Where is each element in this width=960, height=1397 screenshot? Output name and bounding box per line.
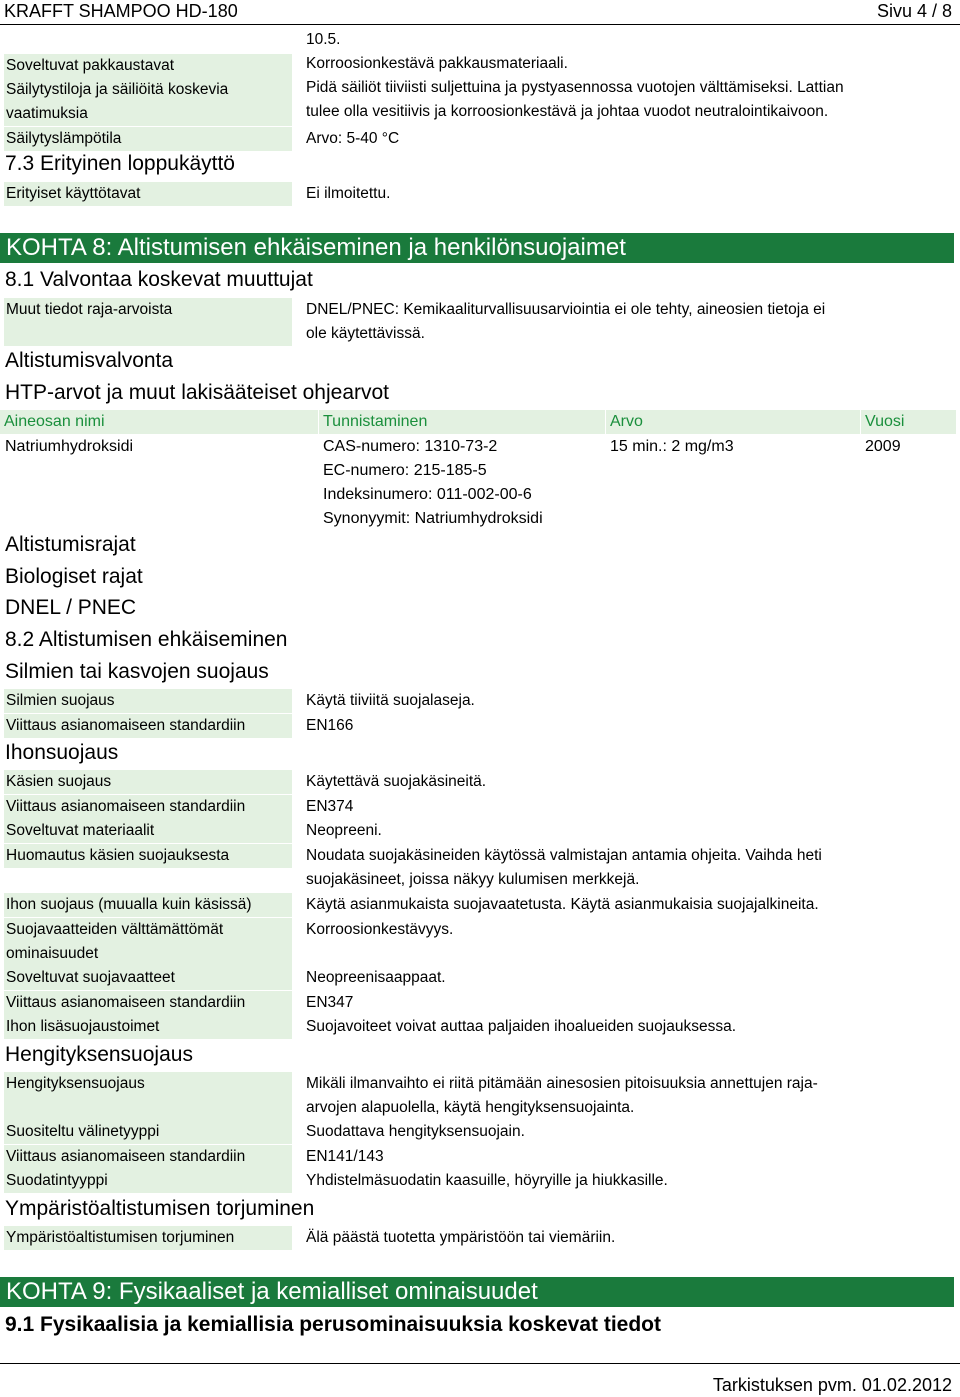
- field-value: Yhdistelmäsuodatin kaasuille, höyryille ja hiukkasille.: [306, 1172, 668, 1189]
- revision-date: Tarkistuksen pvm. 01.02.2012: [712, 1375, 952, 1395]
- field-label: Hengityksensuojaus: [4, 1072, 292, 1120]
- field-label: Soveltuvat pakkaustavat: [4, 54, 292, 78]
- field-label: Viittaus asianomaiseen standardiin: [4, 1145, 292, 1169]
- field-label: Käsien suojaus: [4, 770, 292, 794]
- field-label: Viittaus asianomaiseen standardiin: [4, 714, 292, 738]
- field-value: Suodattava hengityksensuojain.: [306, 1123, 525, 1140]
- field-label: Suositeltu välinetyyppi: [4, 1120, 292, 1144]
- field-value: EN141/143: [306, 1148, 384, 1165]
- field-label: Viittaus asianomaiseen standardiin: [4, 795, 292, 819]
- field-value: Suojavoiteet voivat auttaa paljaiden ihoalueiden suojauksessa.: [306, 1018, 736, 1035]
- field-value: Älä päästä tuotetta ympäristöön tai viemäriin.: [306, 1229, 616, 1246]
- subheading: Biologiset rajat: [5, 565, 143, 588]
- subheading: Hengityksensuojaus: [5, 1043, 193, 1066]
- table-header: Aineosan nimi: [0, 410, 318, 434]
- table-cell: Natriumhydroksidi: [5, 438, 134, 455]
- field-label: Ihon lisäsuojaustoimet: [4, 1015, 292, 1039]
- document-title: KRAFFT SHAMPOO HD-180: [4, 1, 238, 21]
- table-header: Arvo: [606, 410, 860, 434]
- field-label: Säilytyslämpötila: [4, 127, 292, 151]
- subheading: Altistumisvalvonta: [5, 349, 174, 372]
- field-value: Ei ilmoitettu.: [306, 185, 391, 202]
- limits-table: [0, 410, 956, 527]
- section-heading: 9.1 Fysikaalisia ja kemiallisia perusominaisuuksia koskevat tiedot: [5, 1313, 661, 1336]
- field-value: Korroosionkestävyys.: [306, 921, 454, 938]
- section-bar: KOHTA 8: Altistumisen ehkäiseminen ja henkilönsuojaimet: [0, 233, 954, 263]
- field-value: Käytä tiiviitä suojalaseja.: [306, 692, 475, 709]
- field-label: Ihon suojaus (muualla kuin käsissä): [4, 893, 292, 917]
- field-label: Soveltuvat suojavaatteet: [4, 966, 292, 990]
- table-cell: 15 min.: 2 mg/m3: [610, 438, 734, 455]
- field-value: DNEL/PNEC: Kemikaaliturvallisuusarviointia ei ole tehty, aineosien tietoja ei ole käytettävissä.: [306, 301, 826, 342]
- subheading: HTP-arvot ja muut lakisääteiset ohjearvot: [5, 381, 389, 404]
- field-label: Suodatintyyppi: [4, 1169, 292, 1193]
- footer-divider: [0, 1363, 960, 1364]
- subheading: Ympäristöaltistumisen torjuminen: [5, 1197, 315, 1220]
- field-value: Neopreenisaappaat.: [306, 969, 446, 986]
- field-label: Ympäristöaltistumisen torjuminen: [4, 1226, 292, 1250]
- field-value: Korroosionkestävä pakkausmateriaali.: [306, 55, 568, 72]
- subheading: Ihonsuojaus: [5, 741, 119, 764]
- field-value: Pidä säiliöt tiiviisti suljettuina ja pystyasennossa vuotojen välttämiseksi. Lattian tulee olla vesitiivis ja korroosionkestävä ja johtaa vuodot neutralointikaivoon.: [306, 79, 844, 120]
- field-label: Soveltuvat materiaalit: [4, 819, 292, 843]
- page-number: Sivu 4 / 8: [876, 1, 952, 21]
- field-label: Muut tiedot raja-arvoista: [4, 298, 292, 346]
- subheading: DNEL / PNEC: [5, 596, 137, 619]
- subheading: Silmien tai kasvojen suojaus: [5, 660, 269, 683]
- field-value: EN166: [306, 717, 354, 734]
- table-header: Tunnistaminen: [319, 410, 605, 434]
- table-cell: 2009: [865, 438, 901, 455]
- subheading: Altistumisrajat: [5, 533, 136, 556]
- field-value: Käytettävä suojakäsineitä.: [306, 773, 487, 790]
- field-label: Erityiset käyttötavat: [4, 182, 292, 206]
- field-value: Käytä asianmukaista suojavaatetusta. Käytä asianmukaisia suojajalkineita.: [306, 896, 819, 913]
- field-value: Noudata suojakäsineiden käytössä valmistajan antamia ohjeita. Vaihda heti suojakäsineet, joissa näkyy kulumisen merkkejä.: [306, 847, 822, 888]
- table-header: Vuosi: [861, 410, 956, 434]
- section-bar: KOHTA 9: Fysikaaliset ja kemialliset ominaisuudet: [0, 1277, 954, 1307]
- field-value: EN374: [306, 798, 354, 815]
- subsection-number: 10.5.: [306, 31, 341, 48]
- field-value: Arvo: 5-40 °C: [306, 130, 400, 147]
- field-value: EN347: [306, 994, 354, 1011]
- field-label: Säilytystiloja ja säiliöitä koskevia vaatimuksia: [4, 78, 292, 126]
- section-heading: 8.1 Valvontaa koskevat muuttujat: [5, 268, 313, 291]
- field-label: Viittaus asianomaiseen standardiin: [4, 991, 292, 1015]
- field-value: Neopreeni.: [306, 822, 382, 839]
- page-header: [0, 0, 960, 25]
- subheading: 8.2 Altistumisen ehkäiseminen: [5, 628, 288, 651]
- field-value: Mikäli ilmanvaihto ei riitä pitämään ainesosien pitoisuuksia annettujen raja- arvojen alapuolella, käytä hengityksensuojainta.: [306, 1075, 818, 1116]
- table-cell: CAS-numero: 1310-73-2 EC-numero: 215-185-5 Indeksinumero: 011-002-00-6 Synonyymit: Natriumhydroksidi: [323, 438, 543, 527]
- field-label: Huomautus käsien suojauksesta: [4, 844, 292, 868]
- section-heading: 7.3 Erityinen loppukäyttö: [5, 152, 235, 175]
- field-label: Suojavaatteiden välttämättömät ominaisuudet: [4, 918, 292, 966]
- field-label: Silmien suojaus: [4, 689, 292, 713]
